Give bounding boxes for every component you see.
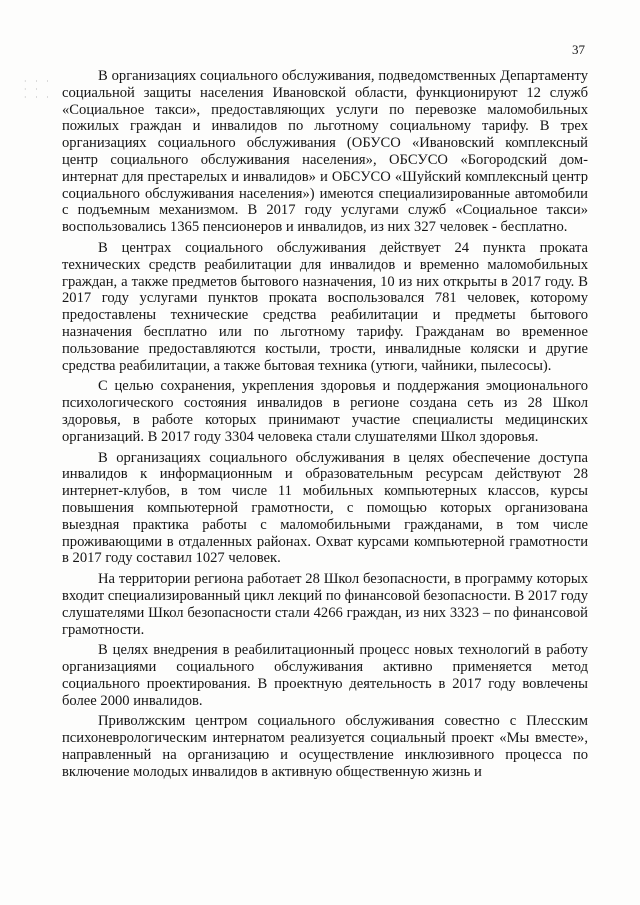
paragraph-health-schools: С целью сохранения, укрепления здоровья и поддержания эмоционального психологического состояния инвалидов в регионе создана сеть из 28 Школ здоровья, в работе которых принимают участие специалисты медицинских организаций. В 2017 году 3304 человека стали слушателями Школ здоровья. [62, 378, 588, 445]
document-body [62, 68, 588, 781]
paragraph-social-taxi: В организациях социального обслуживания, подведомственных Департаменту социальной защиты населения Ивановской области, функционируют 12 служб «Социальное такси», предоставляющих услуги по перевозке маломобильных пожилых граждан и инвалидов по льготному социальному тарифу. В трех организациях социального обслуживания (ОБУСО «Ивановский комплексный центр социального обслуживания населения», ОБСУСО «Богородский дом-интернат для престарелых и инвалидов» и ОБСУСО «Шуйский комплексный центр социального обслуживания населения») имеются специализированные автомобили с подъемным механизмом. В 2017 году услугами служб «Социальное такси» воспользовались 1365 пенсионеров и инвалидов, из них 327 человек - бесплатно. [62, 68, 588, 236]
paragraph-internet-clubs: В организациях социального обслуживания в целях обеспечение доступа инвалидов к информационным и образовательным ресурсам действуют 28 интернет-клубов, в том числе 11 мобильных компьютерных классов, курсы повышения компьютерной грамотности, с помощью которых организована выездная практика работы с маломобильными гражданами, в том числе проживающими в отдаленных районах. Охват курсами компьютерной грамотности в 2017 году составил 1027 человек. [62, 449, 588, 567]
paragraph-we-together-project: Приволжским центром социального обслуживания совестно с Плесским психоневрологическим интернатом реализуется социальный проект «Мы вместе», направленный на организацию и осуществление инклюзивного процесса по включение молодых инвалидов в активную общественную жизнь и [62, 713, 588, 780]
paragraph-social-design: В целях внедрения в реабилитационный процесс новых технологий в работу организациями социального обслуживания активно применяется метод социального проектирования. В проектную деятельность в 2017 году вовлечены более 2000 инвалидов. [62, 642, 588, 709]
page-number: 37 [572, 42, 585, 57]
paragraph-rental-points: В центрах социального обслуживания действует 24 пункта проката технических средств реабилитации для инвалидов и временно маломобильных граждан, а также предметов бытового назначения, 10 из них открыты в 2017 году. В 2017 году услугами пунктов проката воспользовался 781 человек, которому предоставлены технические средства реабилитации и предметы бытового назначения бесплатно или по льготному тарифу. Гражданам во временное пользование предоставляются костыли, трости, инвалидные коляски и другие средства реабилитации, а также бытовая техника (утюги, чайники, пылесосы). [62, 239, 588, 374]
paragraph-safety-schools: На территории региона работает 28 Школ безопасности, в программу которых входит специализированный цикл лекций по финансовой безопасности. В 2017 году слушателями Школ безопасности стали 4266 граждан, из них 3323 – по финансовой грамотности. [62, 571, 588, 638]
scan-artifact: · · · · · · · · [24, 77, 52, 102]
